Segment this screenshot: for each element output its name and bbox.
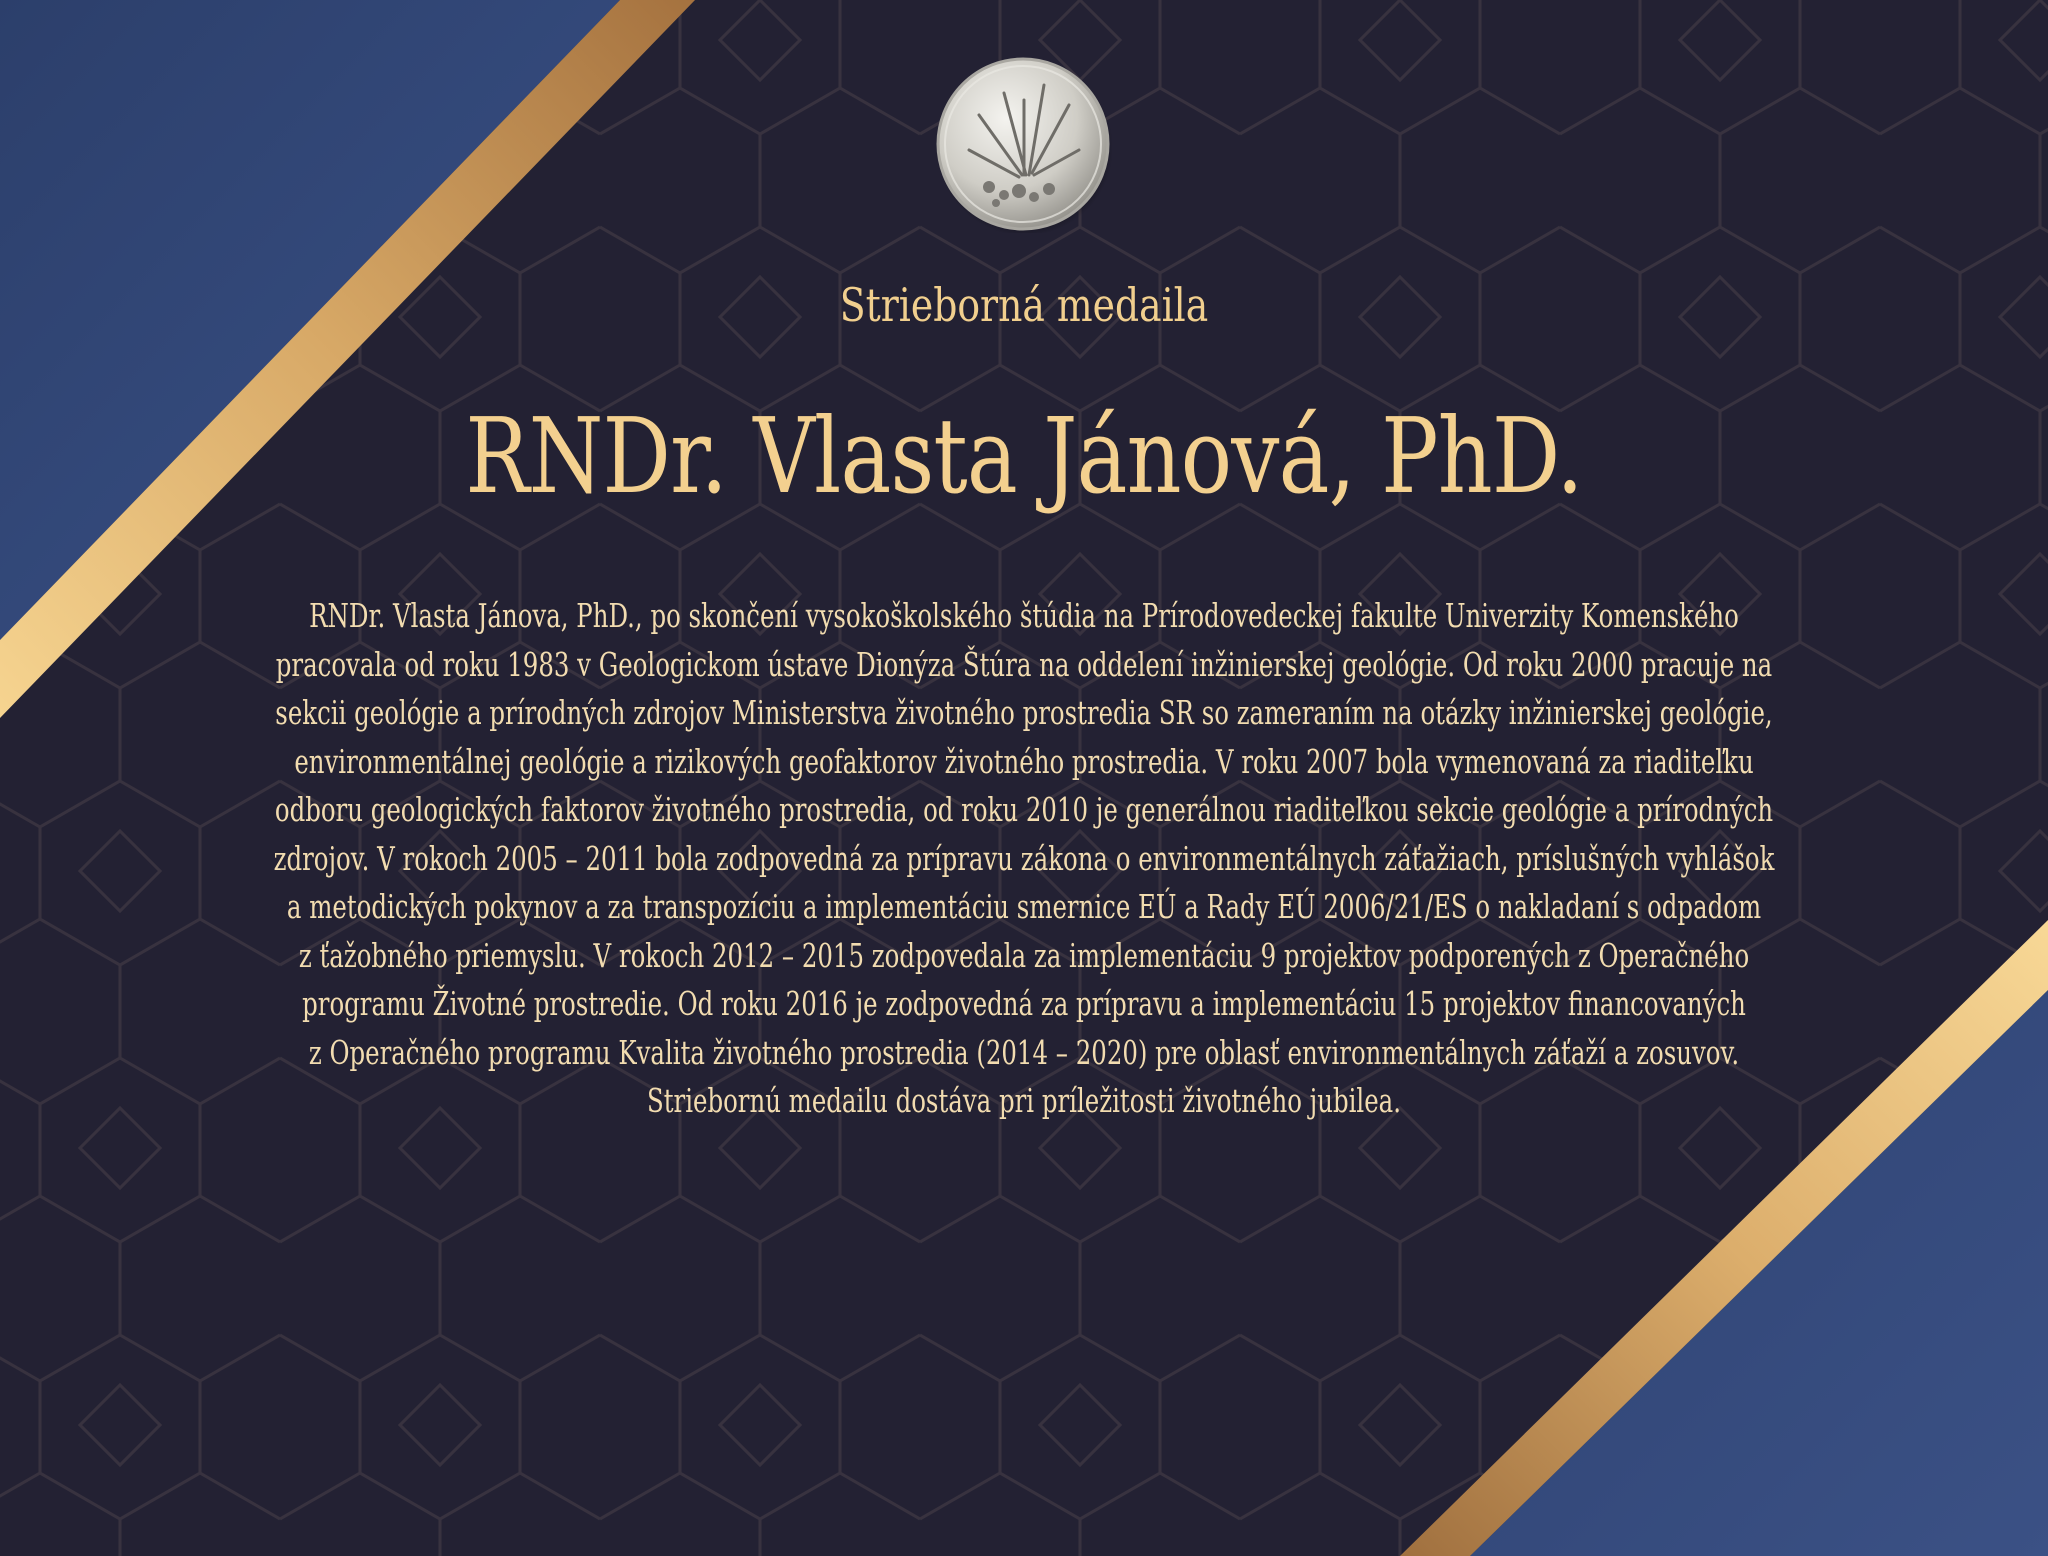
bio-line: pracovala od roku 1983 v Geologickom ústave Dionýza Štúra na oddelení inžinierskej geológie. Od roku 2000 pracuje na [275, 644, 1773, 684]
bio-line: a metodických pokynov a za transpozíciu a implementáciu smernice EÚ a Rady EÚ 2006/21/ES o nakladaní s odpadom [286, 887, 1762, 926]
bio-line: Striebornú medailu dostáva pri príležitosti životného jubilea. [646, 1081, 1402, 1120]
award-subtitle: Strieborná medaila [839, 278, 1209, 332]
awardee-name: RNDr. Vlasta Jánová, PhD. [465, 395, 1583, 517]
bio-line: sekcii geológie a prírodných zdrojov Ministerstva životného prostredia SR so zameraním na otázky inžinierskej geológie, [275, 693, 1773, 732]
bio-line: zdrojov. V rokoch 2005 – 2011 bola zodpovedná za prípravu zákona o environmentálnych záťažiach, príslušných vyhlášok [273, 838, 1775, 878]
silver-medal-icon [934, 55, 1112, 233]
bio-line: RNDr. Vlasta Jánova, PhD., po skončení vysokoškolského štúdia na Prírodovedeckej fakulte Univerzity Komenského [309, 596, 1739, 635]
bio-line: environmentálnej geológie a rizikových geofaktorov životného prostredia. V roku 2007 bola vymenovaná za riaditeľku [294, 741, 1754, 781]
biography-text [0, 592, 2048, 1126]
bio-line: z Operačného programu Kvalita životného prostredia (2014 – 2020) pre oblasť environmentálnych záťaží a zosuvov. [308, 1032, 1740, 1072]
bio-line: odboru geologických faktorov životného prostredia, od roku 2010 je generálnou riaditeľkou sekcie geológie a prírodných [274, 790, 1774, 829]
bio-line: programu Životné prostredie. Od roku 2016 je zodpovedná za prípravu a implementáciu 15 projektov financovaných [302, 984, 1746, 1023]
bio-line: z ťažobného priemyslu. V rokoch 2012 – 2015 zodpovedala za implementáciu 9 projektov podporených z Operačného [298, 935, 1750, 975]
